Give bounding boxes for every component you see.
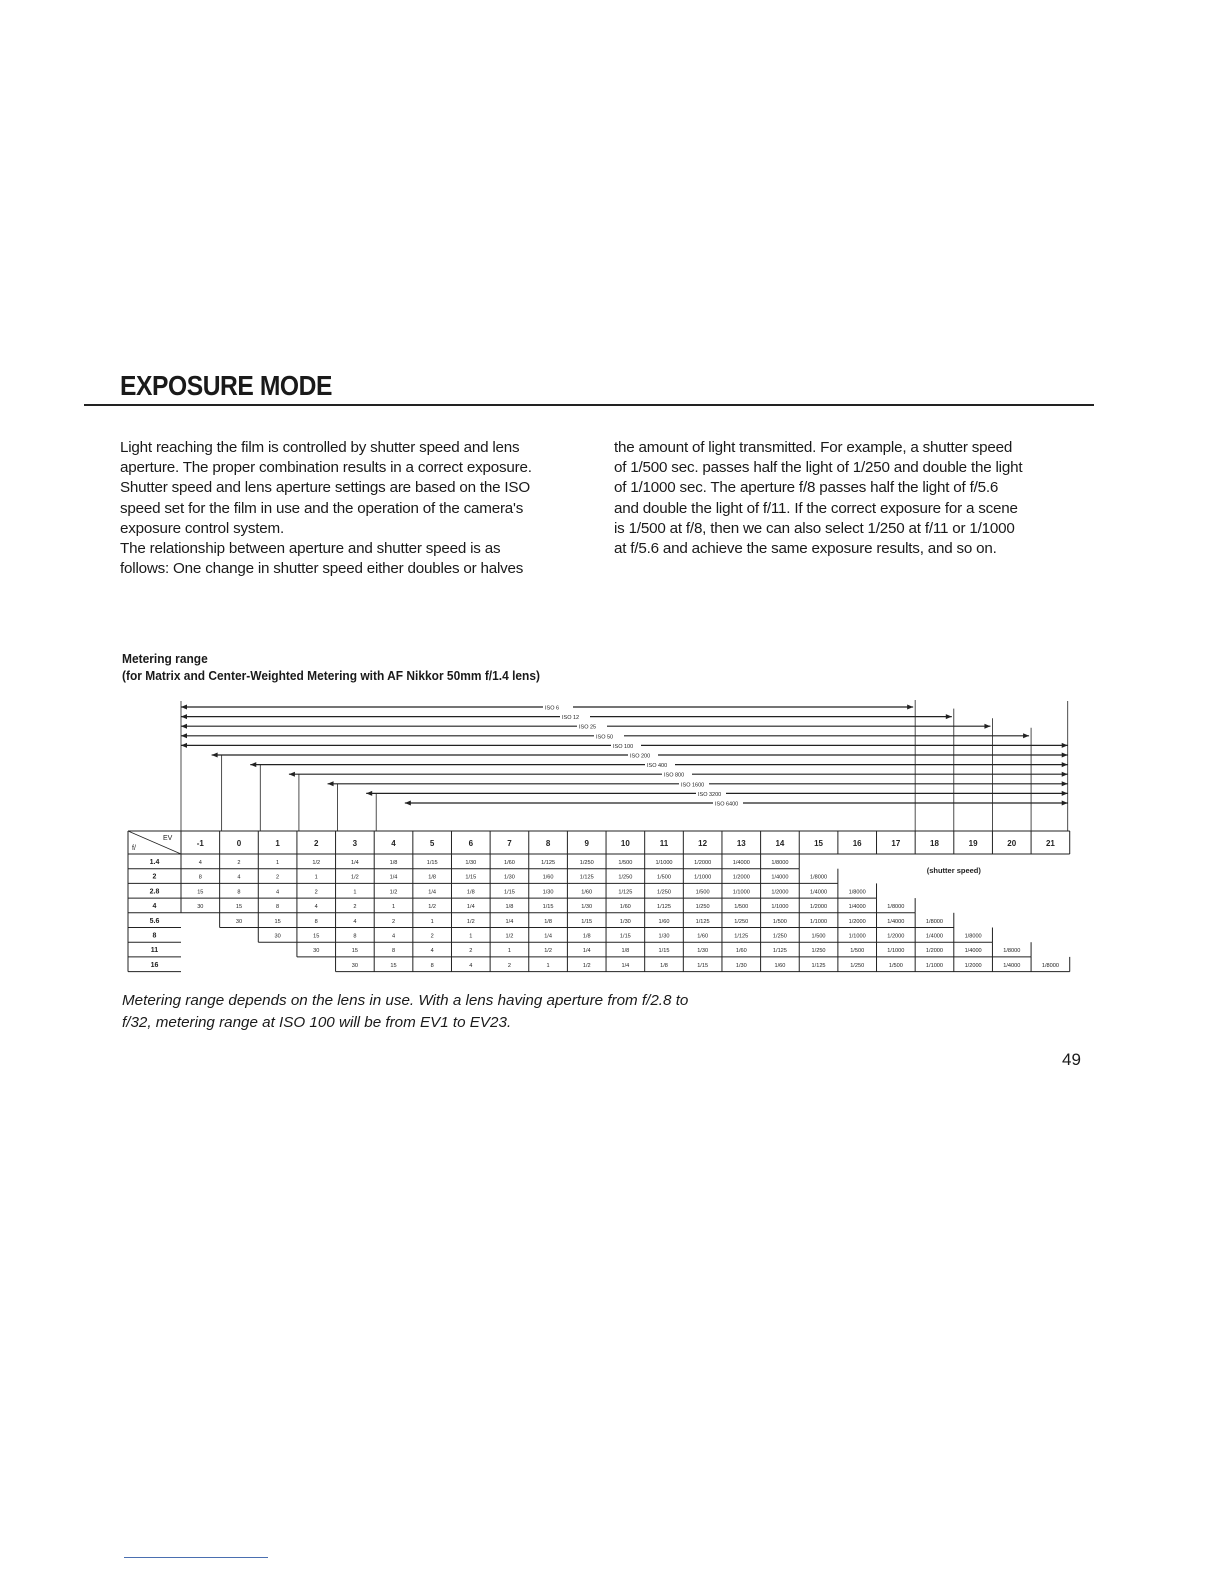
shutter-speed-cell: 8 [314,918,318,925]
shutter-speed-cell: 1/2000 [771,889,789,896]
arrow-right-icon [946,714,952,719]
shutter-speed-cell: 1/125 [772,948,787,955]
iso-label: ISO 1600 [681,782,705,789]
shutter-speed-cell: 4 [198,860,202,866]
shutter-speed-cell: 1/4 [505,918,514,925]
iso-label: ISO 6400 [715,801,739,808]
shutter-speed-cell: 1/1000 [925,962,944,969]
aperture-label: 4 [152,903,157,911]
shutter-speed-cell: 1/125 [541,860,556,866]
shutter-speed-cell: 1/1000 [887,948,905,955]
shutter-speed-cell: 1/500 [811,933,826,940]
ev-header: 9 [584,839,589,848]
ev-header: 1 [275,839,280,848]
ev-header: 4 [391,839,396,848]
body-line: follows: One change in shutter speed either doubles or halves [120,560,524,578]
shutter-speed-cell: 1/4 [466,904,475,911]
shutter-speed-cell: 2 [314,889,318,896]
ev-header: 0 [236,839,242,848]
arrow-right-icon [1023,733,1029,738]
shutter-speed-cell: 1/8 [428,874,437,881]
shutter-speed-cell: 1/1000 [694,874,712,881]
arrow-left-icon [181,705,187,710]
body-line: exposure control system. [120,519,285,537]
shutter-speed-cell: 1/8 [660,962,668,969]
ev-header: 13 [736,839,746,848]
body-line: the amount of light transmitted. For example, a shutter speed [614,439,1013,456]
shutter-speed-cell: 1/2000 [810,904,828,911]
ev-header: 16 [852,839,862,848]
shutter-speed-cell: 1/60 [697,933,709,940]
shutter-speed-cell: 1/2000 [925,948,944,955]
arrow-left-icon [181,724,187,729]
aperture-label: 2.8 [149,888,160,896]
aperture-label: 1.4 [149,859,160,866]
shutter-speed-cell: 4 [430,948,434,955]
shutter-speed-cell: 1/8000 [771,860,789,866]
shutter-speed-cell: 30 [274,933,281,940]
shutter-speed-cell: 1/60 [542,874,554,881]
shutter-speed-cell: 1/60 [619,904,631,911]
body-column-left [120,438,592,579]
chart-heading [122,650,540,684]
shutter-speed-cell: 30 [235,918,243,925]
shutter-speed-cell: 8 [237,889,241,896]
aperture-label: 11 [150,947,159,955]
shutter-speed-cell: 1 [276,860,280,866]
shutter-speed-cell: 1/4 [428,889,437,896]
body-line: of 1/1000 sec. The aperture f/8 passes half the light of f/5.6 [614,479,999,497]
ev-header: 8 [545,839,551,848]
shutter-speed-cell: 2 [430,933,434,940]
shutter-speed-cell: 1/4000 [810,889,828,896]
shutter-speed-cell: 1/60 [503,860,515,866]
shutter-speed-cell: 1/125 [811,962,826,969]
page-title: EXPOSURE MODE [120,370,332,401]
shutter-speed-cell: 1/2 [312,860,321,866]
shutter-speed-cell: 1/4000 [925,933,944,940]
ev-header: 3 [352,839,358,848]
shutter-speed-cell: 1 [469,933,473,940]
body-line: speed set for the film in use and the operation of the camera's [120,499,524,517]
body-line: aperture. The proper combination results in a correct exposure. [120,459,532,477]
shutter-speed-cell: 1/250 [811,948,826,955]
iso-label: ISO 6 [545,705,560,712]
arrow-left-icon [181,743,187,748]
shutter-speed-cell: 1/250 [695,904,710,911]
shutter-speed-cell: 1/30 [735,962,747,969]
shutter-speed-cell: 30 [197,904,204,911]
ev-header: 17 [891,839,901,848]
shutter-speed-cell: 1/8 [582,933,591,940]
shutter-speed-cell: 1/15 [697,962,709,969]
shutter-speed-cell: 1/8 [389,860,398,866]
aperture-label: 5.6 [149,917,160,925]
ev-header: 19 [968,839,978,848]
shutter-speed-cell: 2 [276,874,280,881]
body-line: of 1/500 sec. passes half the light of 1/250 and double the light [614,459,1023,477]
shutter-speed-cell: 1/60 [774,962,786,969]
shutter-speed-cell: 1/4 [350,860,359,866]
shutter-speed-cell: 1/8 [505,904,514,911]
shutter-speed-cell: 15 [235,904,243,911]
shutter-speed-cell: 1/500 [618,860,633,866]
shutter-speed-cell: 1/1000 [771,904,789,911]
arrow-right-icon [1062,781,1068,786]
shutter-speed-cell: 1/8000 [925,918,944,925]
shutter-speed-cell: 1/4 [544,933,552,940]
arrow-left-icon [181,714,187,719]
shutter-speed-cell: 4 [353,918,357,925]
shutter-speed-cell: 1/250 [579,860,594,866]
ev-header: -1 [196,839,204,848]
shutter-speed-cell: 1/15 [503,889,515,896]
shutter-speed-cell: 8 [353,933,357,940]
caption-line: f/32, metering range at ISO 100 will be from EV1 to EV23. [122,1014,512,1031]
aperture-label: 16 [150,961,159,969]
shutter-speed-cell: 1/500 [657,874,671,881]
shutter-speed-cell: 1/15 [465,874,477,881]
shutter-speed-cell: 1/30 [581,904,593,911]
shutter-speed-cell: 1/125 [657,904,671,911]
shutter-speed-cell: 1/15 [619,933,631,940]
shutter-speed-cell: 1/8 [544,918,552,925]
shutter-speed-cell: 1/4000 [732,860,750,866]
ev-header: 15 [814,839,824,848]
ev-header: 14 [775,839,785,848]
shutter-speed-cell: 15 [351,948,358,955]
shutter-speed-cell: 1 [546,962,550,969]
shutter-speed-cell: 1/500 [850,948,865,955]
body-line: The relationship between aperture and shutter speed is as [120,540,501,558]
arrow-left-icon [328,781,334,786]
shutter-speed-cell: 15 [390,962,397,969]
shutter-speed-cell: 1/4000 [887,918,905,925]
shutter-speed-cell: 1/250 [734,918,749,925]
aperture-label: 8 [152,932,157,940]
arrow-right-icon [1062,801,1068,806]
shutter-speed-cell: 1/2000 [964,962,982,969]
shutter-speed-cell: 2 [469,948,473,955]
shutter-speed-cell: 1/500 [772,918,787,925]
shutter-speed-cell: 1 [507,948,512,955]
body-line: and double the light of f/11. If the correct exposure for a scene [614,499,1018,517]
shutter-speed-cell: 1/8000 [1003,948,1021,955]
shutter-speed-cell: 1/8 [621,948,630,955]
shutter-speed-cell: 1/1000 [655,860,673,866]
shutter-speed-cell: 1/30 [697,948,709,955]
arrow-right-icon [1062,772,1068,777]
arrow-right-icon [907,705,913,710]
arrow-right-icon [984,724,990,729]
iso-label: ISO 50 [596,734,614,741]
shutter-speed-cell: 8 [391,948,396,955]
arrow-left-icon [289,772,295,777]
shutter-speed-cell: 1/4 [582,948,591,955]
shutter-speed-cell: 1/8000 [887,904,905,911]
shutter-speed-cell: 4 [314,904,318,911]
iso-label: ISO 800 [664,772,685,779]
shutter-speed-cell: 1/4000 [1003,962,1021,969]
shutter-speed-cell: 1/30 [503,874,515,881]
ev-header: 11 [659,839,669,848]
body-line: at f/5.6 and achieve the same exposure results, and so on. [614,540,997,558]
shutter-speed-cell: 1/15 [542,904,554,911]
arrow-left-icon [181,733,187,738]
body-line: Shutter speed and lens aperture settings are based on the ISO [120,479,530,497]
shutter-speed-cell: 1/30 [542,889,554,896]
shutter-speed-cell: 1/250 [772,933,787,940]
ev-header: 21 [1045,839,1055,848]
aperture-label: 2 [152,873,157,881]
arrow-right-icon [1062,791,1068,796]
shutter-speed-cell: 15 [197,889,204,896]
iso-label: ISO 3200 [698,791,722,798]
arrow-left-icon [212,753,218,758]
shutter-speed-cell: 1/2 [466,918,475,925]
shutter-speed-cell: 1/8000 [810,874,828,881]
shutter-speed-cell: 1/8000 [848,889,866,896]
shutter-speed-cell: 15 [274,918,281,925]
shutter-speed-cell: 8 [276,904,280,911]
shutter-speed-cell: 1/500 [888,962,903,969]
shutter-speed-cell: 1/60 [735,948,747,955]
corner-ev-label: EV [163,835,173,842]
shutter-speed-cell: 1/2 [505,933,514,940]
iso-label: ISO 25 [579,724,597,731]
shutter-speed-cell: 1/2000 [694,860,712,866]
arrow-left-icon [366,791,372,796]
shutter-speed-cell: 2 [237,860,241,866]
shutter-speed-cell: 15 [313,933,320,940]
body-line: is 1/500 at f/8, then we can also select 1/250 at f/11 or 1/1000 [614,519,1015,537]
shutter-speed-cell: 1/30 [465,860,477,866]
ev-header: 2 [314,839,319,848]
corner-diagonal [128,831,181,854]
arrow-right-icon [1062,743,1068,748]
shutter-speed-cell: 8 [430,962,434,969]
shutter-speed-cell: 1/4000 [964,948,982,955]
ev-header: 7 [507,839,512,848]
chart-caption [122,990,802,1034]
ev-header: 10 [620,839,630,848]
shutter-speed-cell: 1/125 [579,874,594,881]
ev-header: 18 [930,839,939,848]
metering-range-chart [125,700,1090,975]
shutter-speed-cell: 2 [353,904,357,911]
shutter-speed-cell: 8 [198,874,202,881]
shutter-speed-cell: 1/8 [466,889,475,896]
shutter-speed-cell: 1/4000 [848,904,866,911]
arrow-right-icon [1062,753,1068,758]
shutter-speed-cell: 1 [430,918,434,925]
arrow-left-icon [250,762,256,767]
shutter-speed-cell: 1 [353,889,357,896]
shutter-speed-cell: 1/125 [734,933,749,940]
shutter-speed-cell: 1/30 [658,933,670,940]
shutter-speed-cell: 1/250 [618,874,633,881]
shutter-speed-cell: 1/1000 [810,918,828,925]
shutter-speed-cell: 1/2000 [887,933,905,940]
shutter-speed-cell: 1/250 [657,889,671,896]
shutter-speed-cell: 1/15 [658,948,670,955]
shutter-speed-cell: 1/2 [582,962,591,969]
shutter-speed-cell: 30 [313,948,320,955]
arrow-right-icon [1062,762,1068,767]
shutter-speed-cell: 1/8000 [1041,962,1059,969]
shutter-speed-cell: 1/500 [734,904,749,911]
shutter-speed-cell: 2 [507,962,512,969]
shutter-speed-cell: 4 [469,962,473,969]
shutter-speed-cell: 1/1000 [732,889,750,896]
shutter-speed-cell: 1/8000 [964,933,982,940]
shutter-speed-cell: 1/500 [695,889,710,896]
shutter-speed-cell: 1/2000 [732,874,750,881]
ev-header: 6 [468,839,474,848]
shutter-speed-cell: 1/2 [350,874,359,881]
iso-label: ISO 100 [613,743,634,750]
shutter-speed-cell: 1/60 [658,918,670,925]
arrow-left-icon [405,801,411,806]
body-line: Light reaching the film is controlled by shutter speed and lens [120,439,520,456]
shutter-speed-cell: 30 [351,962,358,969]
shutter-speed-cell: 1/2 [428,904,437,911]
shutter-speed-label: (shutter speed) [926,866,981,875]
shutter-speed-cell: 1/2 [389,889,398,896]
shutter-speed-cell: 4 [391,933,396,940]
shutter-speed-cell: 1 [391,904,396,911]
shutter-speed-cell: 1/15 [426,860,438,866]
shutter-speed-cell: 1/250 [850,962,865,969]
shutter-speed-cell: 1/125 [618,889,633,896]
shutter-speed-cell: 1/1000 [848,933,866,940]
shutter-speed-cell: 1/125 [695,918,710,925]
caption-line: Metering range depends on the lens in use. With a lens having aperture from f/2.8 to [122,992,689,1009]
chart-heading-title: Metering range [122,651,208,666]
ev-header: 12 [698,839,708,848]
ev-header: 20 [1007,839,1017,848]
shutter-speed-cell: 1/4 [621,962,630,969]
body-column-right [614,438,1086,559]
shutter-speed-cell: 1/2000 [848,918,866,925]
shutter-speed-cell: 1/2 [544,948,552,955]
ev-header: 5 [429,839,435,848]
shutter-speed-cell: 2 [391,918,396,925]
shutter-speed-cell: 1/4 [389,874,398,881]
footer-rule [124,1557,268,1558]
corner-f-label: f/ [132,845,136,852]
shutter-speed-cell: 4 [276,889,280,896]
shutter-speed-cell: 4 [237,874,241,881]
iso-label: ISO 12 [562,715,580,722]
shutter-speed-cell: 1/4000 [771,874,789,881]
shutter-speed-cell: 1/15 [581,918,593,925]
iso-label: ISO 200 [630,753,651,760]
shutter-speed-cell: 1/60 [581,889,593,896]
page-number: 49 [1062,1050,1081,1069]
chart-heading-subtitle: (for Matrix and Center-Weighted Metering with AF Nikkor 50mm f/1.4 lens) [122,668,541,683]
title-rule [84,404,1094,406]
shutter-speed-cell: 1 [314,874,318,881]
iso-label: ISO 400 [647,763,668,770]
shutter-speed-cell: 1/30 [619,918,631,925]
